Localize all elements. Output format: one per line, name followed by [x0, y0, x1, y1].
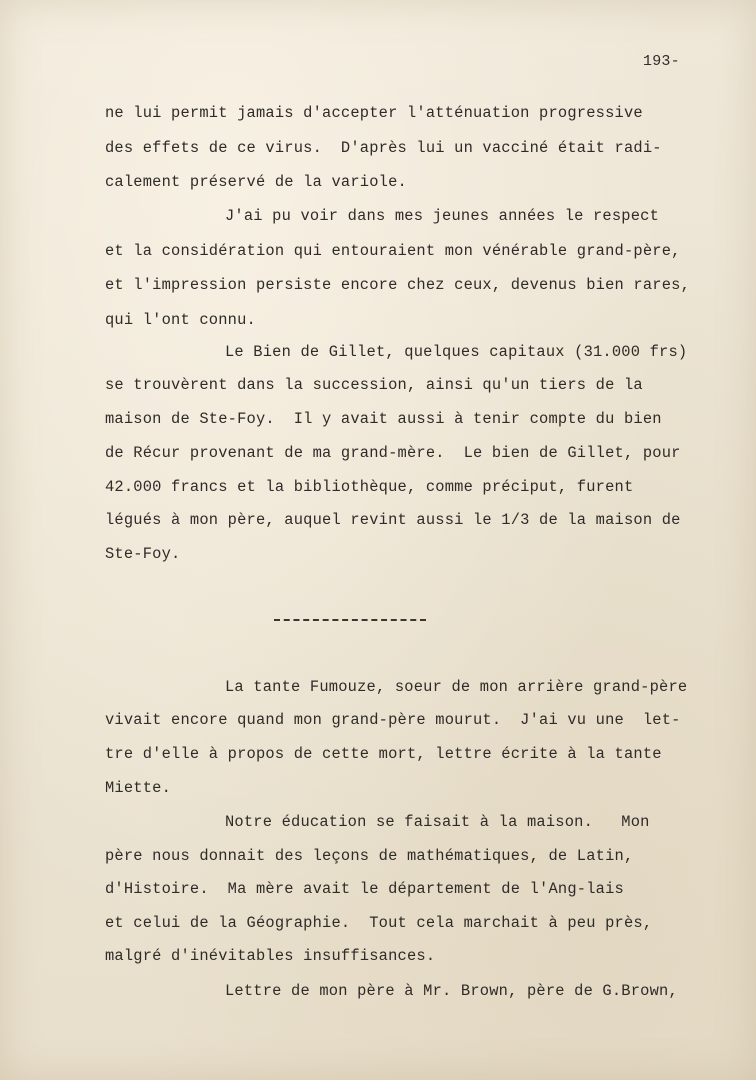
text-line: et l'impression persiste encore chez ceux, devenus bien rares,: [105, 276, 691, 294]
text-line: ne lui permit jamais d'accepter l'atténuation progressive: [105, 104, 643, 122]
section-separator: [274, 619, 426, 621]
text-line: malgré d'inévitables insuffisances.: [105, 947, 436, 965]
text-line: tre d'elle à propos de cette mort, lettre écrite à la tante: [105, 745, 662, 763]
text-line: Ste-Foy.: [105, 545, 181, 563]
text-line: J'ai pu voir dans mes jeunes années le respect: [225, 207, 660, 225]
text-line: Notre éducation se faisait à la maison. Mon: [225, 813, 650, 831]
text-line: Le Bien de Gillet, quelques capitaux (31.000 frs): [225, 343, 688, 361]
text-line: et celui de la Géographie. Tout cela marchait à peu près,: [105, 914, 653, 932]
text-line: 42.000 francs et la bibliothèque, comme préciput, furent: [105, 478, 634, 496]
text-line: Lettre de mon père à Mr. Brown, père de G.Brown,: [225, 982, 678, 1000]
text-line: La tante Fumouze, soeur de mon arrière grand-père: [225, 678, 688, 696]
text-line: Miette.: [105, 779, 172, 797]
text-line: qui l'ont connu.: [105, 311, 256, 329]
text-line: vivait encore quand mon grand-père mourut. J'ai vu une let-: [105, 711, 681, 729]
text-line: de Récur provenant de ma grand-mère. Le bien de Gillet, pour: [105, 444, 681, 462]
text-line: et la considération qui entouraient mon vénérable grand-père,: [105, 242, 681, 260]
text-line: d'Histoire. Ma mère avait le département de l'Ang-lais: [105, 880, 624, 898]
text-line: se trouvèrent dans la succession, ainsi qu'un tiers de la: [105, 376, 643, 394]
text-line: légués à mon père, auquel revint aussi le 1/3 de la maison de: [105, 511, 681, 529]
text-line: maison de Ste-Foy. Il y avait aussi à tenir compte du bien: [105, 410, 662, 428]
text-line: calement préservé de la variole.: [105, 173, 407, 191]
text-line: des effets de ce virus. D'après lui un vacciné était radi-: [105, 139, 662, 157]
text-line: père nous donnait des leçons de mathématiques, de Latin,: [105, 847, 634, 865]
page-number: 193-: [643, 53, 680, 70]
